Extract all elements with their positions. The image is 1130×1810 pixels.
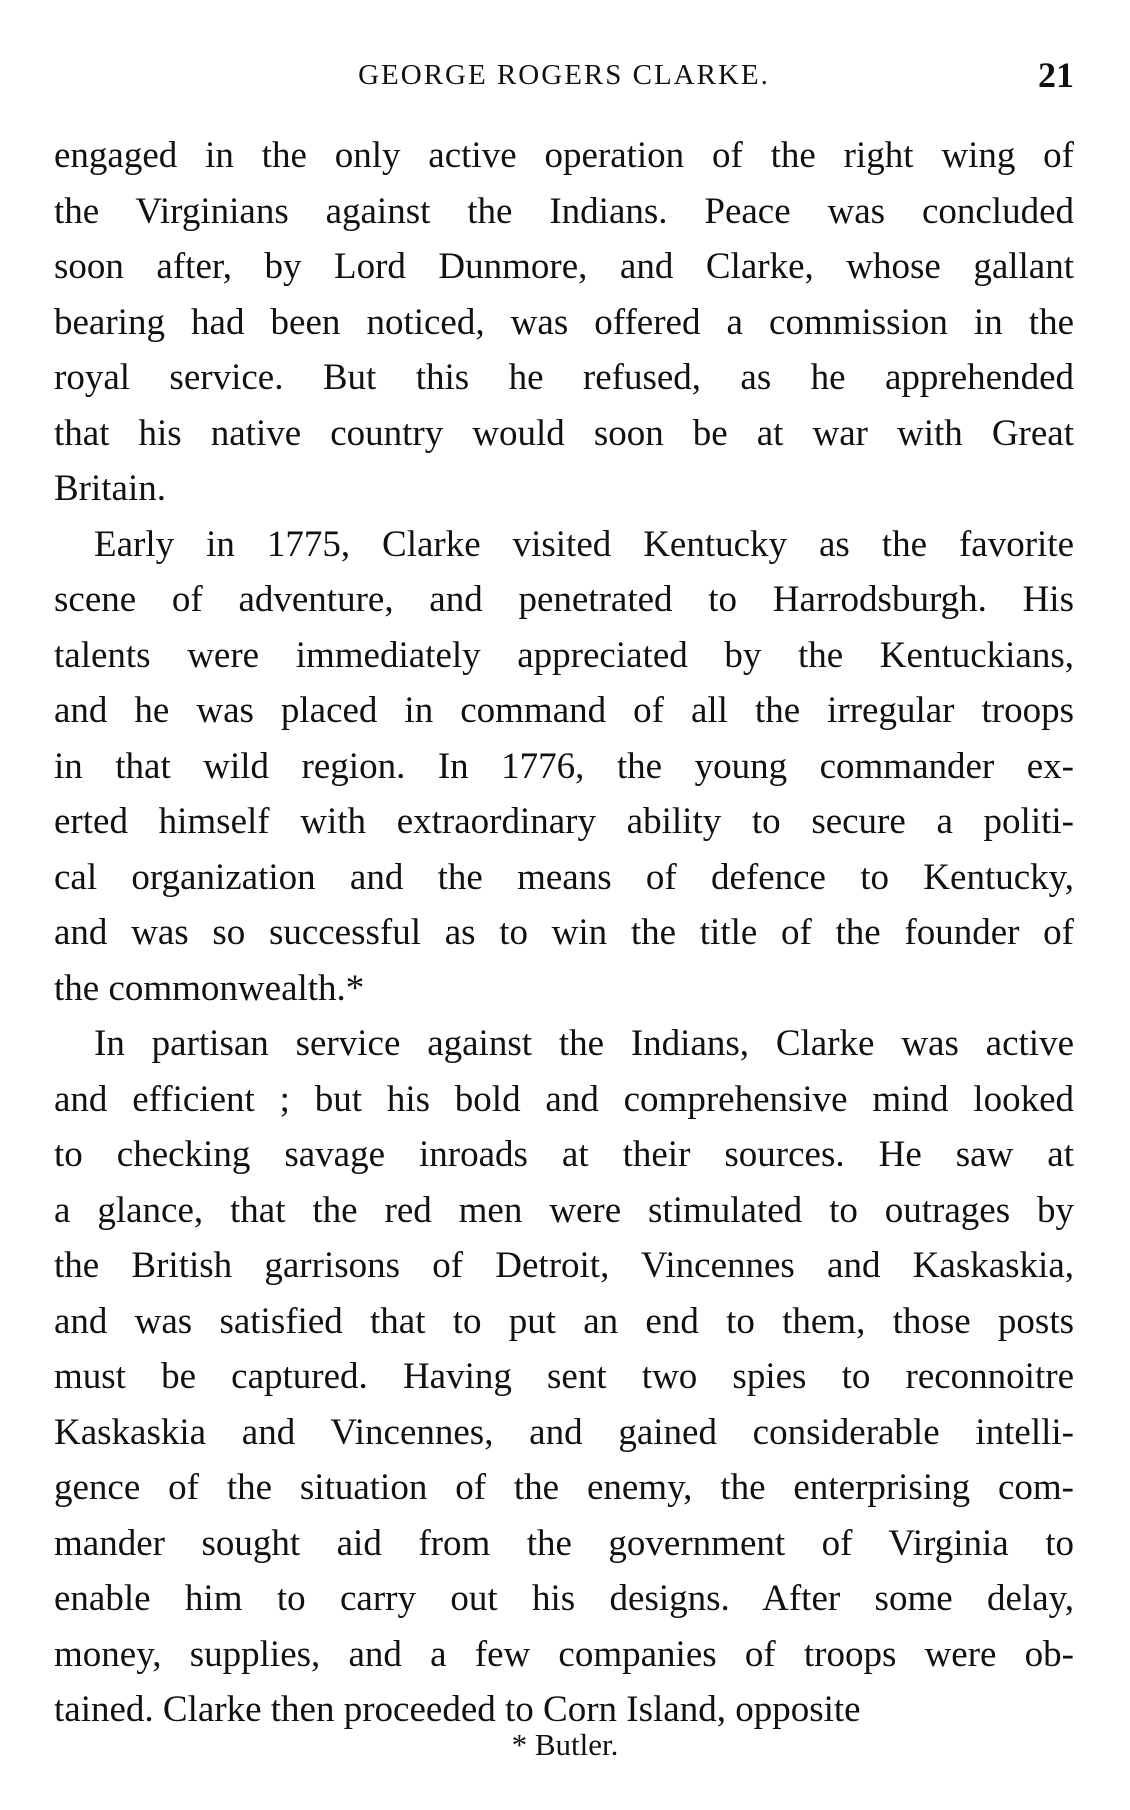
- text-line: enable him to carry out his designs. After some delay,: [54, 1578, 1074, 1619]
- running-title: GEORGE ROGERS CLARKE.: [358, 59, 770, 91]
- text-line: Early in 1775, Clarke visited Kentucky as the favorite: [94, 523, 1074, 565]
- paragraph: [54, 128, 1074, 517]
- text-line: and he was placed in command of all the irregular troops: [54, 690, 1074, 731]
- text-line: in that wild region. In 1776, the young commander ex-: [54, 745, 1074, 787]
- text-line: engaged in the only active operation of the right wing of: [54, 135, 1074, 176]
- text-line: money, supplies, and a few companies of troops were ob-: [54, 1633, 1074, 1675]
- text-line: scene of adventure, and penetrated to Harrodsburgh. His: [54, 579, 1074, 620]
- page-number: 21: [1038, 55, 1074, 95]
- paragraph: [54, 1016, 1074, 1738]
- text-line: and was so successful as to win the title of the founder of: [54, 912, 1074, 953]
- text-line: Kaskaskia and Vincennes, and gained considerable intelli-: [54, 1411, 1074, 1453]
- text-line: mander sought aid from the government of Virginia to: [54, 1522, 1074, 1564]
- running-head: [54, 50, 1074, 100]
- text-line: the Virginians against the Indians. Peace was concluded: [54, 190, 1074, 232]
- text-line: must be captured. Having sent two spies to reconnoitre: [54, 1356, 1074, 1397]
- text-line: and was satisfied that to put an end to them, those posts: [54, 1300, 1074, 1342]
- text-line: and efficient ; but his bold and comprehensive mind looked: [54, 1078, 1074, 1120]
- text-line: that his native country would soon be at war with Great: [54, 412, 1074, 454]
- paragraph: [54, 517, 1074, 1017]
- text-line: gence of the situation of the enemy, the enterprising com-: [54, 1467, 1074, 1508]
- text-line: tained. Clarke then proceeded to Corn Island, opposite: [54, 1689, 861, 1730]
- text-line: In partisan service against the Indians, Clarke was active: [94, 1023, 1074, 1064]
- text-line: erted himself with extraordinary ability to secure a politi-: [54, 801, 1074, 842]
- text-line: royal service. But this he refused, as he apprehended: [54, 357, 1074, 398]
- text-line: bearing had been noticed, was offered a commission in the: [54, 301, 1074, 343]
- text-line: Britain.: [54, 468, 167, 509]
- text-line: the British garrisons of Detroit, Vincennes and Kaskaskia,: [54, 1245, 1074, 1286]
- text-line: soon after, by Lord Dunmore, and Clarke, whose gallant: [54, 246, 1074, 287]
- footnote: * Butler.: [511, 1727, 619, 1762]
- text-line: a glance, that the red men were stimulated to outrages by: [54, 1189, 1074, 1231]
- text-line: cal organization and the means of defence to Kentucky,: [54, 856, 1074, 898]
- body-text: [54, 128, 1074, 1738]
- text-line: talents were immediately appreciated by the Kentuckians,: [54, 634, 1074, 676]
- text-line: to checking savage inroads at their sources. He saw at: [54, 1134, 1074, 1175]
- text-line: the commonwealth.*: [54, 967, 365, 1009]
